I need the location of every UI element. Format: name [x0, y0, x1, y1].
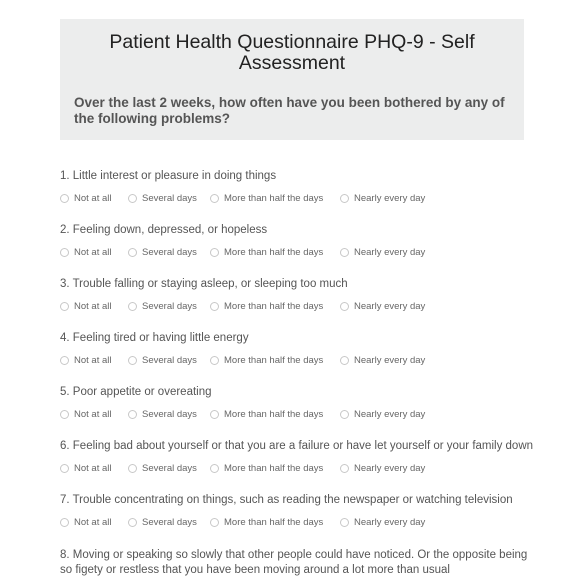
- answer-option[interactable]: [128, 409, 197, 420]
- answer-option[interactable]: [60, 193, 112, 204]
- question-6: [60, 439, 540, 477]
- radio-button[interactable]: [60, 464, 69, 473]
- answer-option[interactable]: [340, 247, 425, 258]
- answer-option[interactable]: [340, 355, 425, 366]
- question-3: [60, 277, 540, 315]
- option-label: Not at all: [74, 247, 112, 258]
- option-label: More than half the days: [224, 193, 324, 204]
- option-label: Nearly every day: [354, 517, 426, 528]
- radio-button[interactable]: [128, 518, 137, 527]
- answer-option[interactable]: [210, 355, 323, 366]
- option-label: Not at all: [74, 463, 112, 474]
- option-label: Several days: [142, 247, 197, 258]
- question-text: 2. Feeling down, depressed, or hopeless: [60, 224, 268, 236]
- radio-button[interactable]: [210, 410, 219, 419]
- option-label: Not at all: [74, 517, 112, 528]
- option-label: Not at all: [74, 409, 112, 420]
- answer-option[interactable]: [60, 409, 112, 420]
- radio-button[interactable]: [340, 410, 349, 419]
- answer-options: [60, 247, 540, 261]
- answer-options: [60, 517, 540, 531]
- radio-button[interactable]: [128, 194, 137, 203]
- option-label: Not at all: [74, 355, 112, 366]
- radio-button[interactable]: [210, 302, 219, 311]
- option-label: Nearly every day: [354, 463, 426, 474]
- answer-option[interactable]: [210, 193, 323, 204]
- answer-option[interactable]: [210, 409, 323, 420]
- option-label: More than half the days: [224, 247, 324, 258]
- answer-option[interactable]: [60, 517, 112, 528]
- answer-option[interactable]: [340, 463, 425, 474]
- question-text: 6. Feeling bad about yourself or that you are a failure or have let yourself or your family down: [60, 440, 534, 452]
- option-label: More than half the days: [224, 301, 324, 312]
- option-label: More than half the days: [224, 463, 324, 474]
- radio-button[interactable]: [340, 464, 349, 473]
- option-label: Several days: [142, 463, 197, 474]
- answer-options: [60, 355, 540, 369]
- radio-button[interactable]: [128, 248, 137, 257]
- radio-button[interactable]: [210, 194, 219, 203]
- option-label: More than half the days: [224, 517, 324, 528]
- answer-option[interactable]: [60, 301, 112, 312]
- option-label: Not at all: [74, 301, 112, 312]
- answer-option[interactable]: [128, 355, 197, 366]
- radio-button[interactable]: [340, 248, 349, 257]
- option-label: More than half the days: [224, 355, 324, 366]
- radio-button[interactable]: [210, 248, 219, 257]
- option-label: Not at all: [74, 193, 112, 204]
- question-text: 7. Trouble concentrating on things, such as reading the newspaper or watching television: [60, 494, 513, 506]
- answer-option[interactable]: [128, 463, 197, 474]
- option-label: Nearly every day: [354, 301, 426, 312]
- question-8: [60, 548, 540, 578]
- radio-button[interactable]: [128, 356, 137, 365]
- question-text: 5. Poor appetite or overeating: [60, 386, 212, 398]
- answer-option[interactable]: [60, 463, 112, 474]
- radio-button[interactable]: [60, 410, 69, 419]
- option-label: Several days: [142, 193, 197, 204]
- answer-options: [60, 463, 540, 477]
- answer-option[interactable]: [340, 409, 425, 420]
- instructions-text: Over the last 2 weeks, how often have you been bothered by any of the following problems?: [74, 95, 505, 126]
- option-label: Several days: [142, 409, 197, 420]
- questionnaire-header: [60, 19, 524, 140]
- question-text: 3. Trouble falling or staying asleep, or sleeping too much: [60, 278, 348, 290]
- answer-option[interactable]: [210, 517, 323, 528]
- answer-option[interactable]: [128, 517, 197, 528]
- answer-option[interactable]: [210, 463, 323, 474]
- radio-button[interactable]: [340, 356, 349, 365]
- answer-option[interactable]: [60, 355, 112, 366]
- answer-options: [60, 193, 540, 207]
- question-text: 4. Feeling tired or having little energy: [60, 332, 249, 344]
- option-label: Nearly every day: [354, 409, 426, 420]
- question-4: [60, 331, 540, 369]
- radio-button[interactable]: [60, 356, 69, 365]
- option-label: Nearly every day: [354, 355, 426, 366]
- answer-option[interactable]: [60, 247, 112, 258]
- answer-option[interactable]: [340, 301, 425, 312]
- radio-button[interactable]: [128, 302, 137, 311]
- radio-button[interactable]: [210, 518, 219, 527]
- answer-option[interactable]: [340, 517, 425, 528]
- answer-option[interactable]: [210, 301, 323, 312]
- radio-button[interactable]: [60, 518, 69, 527]
- question-text: 1. Little interest or pleasure in doing things: [60, 170, 277, 182]
- radio-button[interactable]: [340, 302, 349, 311]
- radio-button[interactable]: [340, 518, 349, 527]
- radio-button[interactable]: [210, 464, 219, 473]
- radio-button[interactable]: [128, 464, 137, 473]
- radio-button[interactable]: [128, 410, 137, 419]
- option-label: Several days: [142, 301, 197, 312]
- answer-option[interactable]: [128, 301, 197, 312]
- question-1: [60, 169, 540, 207]
- option-label: Nearly every day: [354, 193, 426, 204]
- answer-options: [60, 301, 540, 315]
- question-7: [60, 493, 540, 531]
- radio-button[interactable]: [210, 356, 219, 365]
- answer-option[interactable]: [128, 193, 197, 204]
- option-label: Several days: [142, 517, 197, 528]
- question-text: 8. Moving or speaking so slowly that other people could have noticed. Or the opposite being so figety or restless that you have been moving around a lot more than usual: [60, 549, 528, 576]
- question-2: [60, 223, 540, 261]
- answer-option[interactable]: [128, 247, 197, 258]
- option-label: Nearly every day: [354, 247, 426, 258]
- answer-option[interactable]: [210, 247, 323, 258]
- radio-button[interactable]: [60, 248, 69, 257]
- radio-button[interactable]: [60, 302, 69, 311]
- answer-option[interactable]: [340, 193, 425, 204]
- page-title: Patient Health Questionnaire PHQ-9 - Self Assessment: [109, 31, 475, 74]
- radio-button[interactable]: [340, 194, 349, 203]
- option-label: Several days: [142, 355, 197, 366]
- question-5: [60, 385, 540, 423]
- radio-button[interactable]: [60, 194, 69, 203]
- option-label: More than half the days: [224, 409, 324, 420]
- answer-options: [60, 409, 540, 423]
